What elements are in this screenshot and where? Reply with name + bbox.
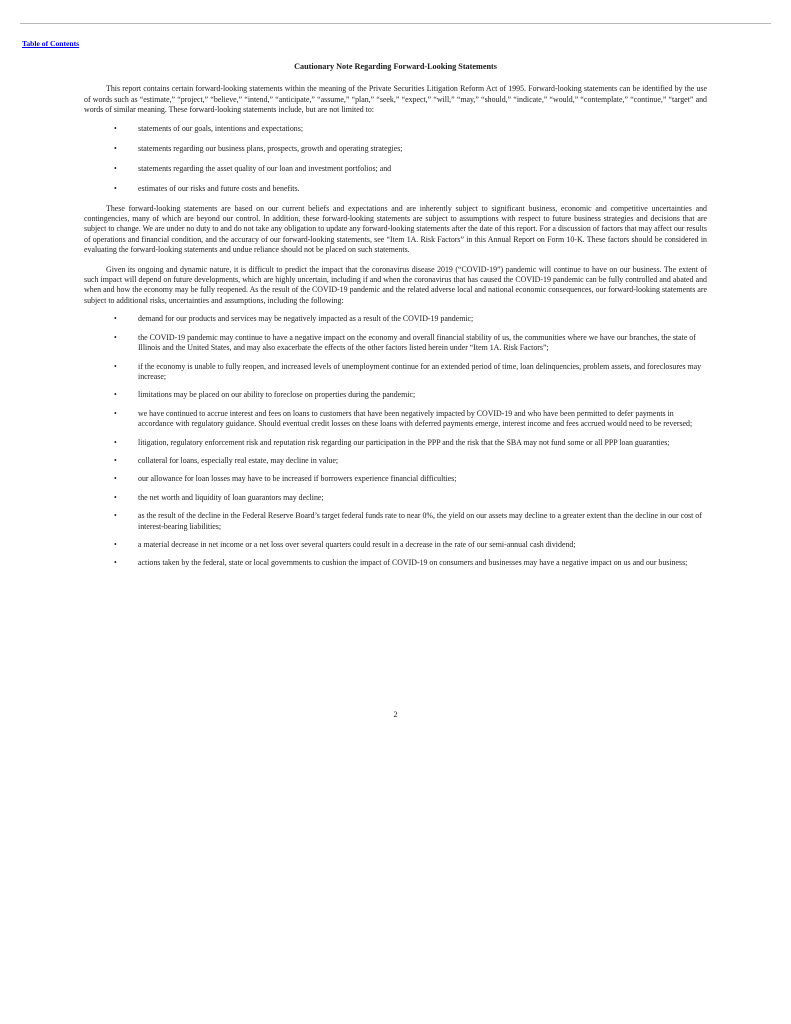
list-item — [84, 184, 707, 194]
bullet-icon: • — [114, 437, 117, 447]
bullet-icon: • — [114, 183, 117, 193]
list-item-text: statements of our goals, intentions and expectations; — [138, 123, 304, 133]
document-body — [84, 62, 707, 577]
page-number: 2 — [393, 710, 398, 719]
list-item-text: if the economy is unable to fully reopen, and increased levels of unemployment continue for an extended period of time, loan delinquencies, problem assets, and foreclosures may increase; — [138, 361, 702, 381]
top-divider — [20, 23, 771, 24]
bullet-icon: • — [114, 143, 117, 153]
list-item-text: the COVID-19 pandemic may continue to have a negative impact on the economy and overall financial stability of us, the communities where we have our branches, the state of Illinois and the United States, and may also exacerbate the effects of the other factors listed herein under “Item 1A. Risk Factors”; — [138, 332, 696, 353]
bullet-icon: • — [114, 408, 117, 418]
list-item-text: estimates of our risks and future costs and benefits. — [138, 183, 300, 193]
list-item — [84, 362, 707, 383]
bullet-icon: • — [114, 539, 117, 549]
list-item — [84, 314, 707, 324]
bullet-icon: • — [114, 492, 117, 502]
bullet-icon: • — [114, 163, 117, 173]
list-item — [84, 164, 707, 174]
list-item — [84, 456, 707, 466]
bullet-icon: • — [114, 558, 117, 568]
list-item-text: our allowance for loan losses may have to be increased if borrowers experience financial difficulties; — [138, 474, 457, 484]
list-item-text: demand for our products and services may be negatively impacted as a result of the COVID-19 pandemic; — [138, 314, 474, 324]
beliefs-paragraph: These forward-looking statements are based on our current beliefs and expectations and are inherently subject to significant business, economic and competitive uncertainties and contingencies, many of which are beyond our control. In addition, these forward-looking statements are subject to assumptions with respect to future business strategies and decisions that are subject to change. We are under no duty to and do not take any obligation to update any forward-looking statements after the date of this report. For a discussion of factors that may affect our results of operations and financial condition, and the accuracy of our forward-looking statements, see “Item 1A. Risk Factors” in this Annual Report on Form 10-K. These factors should be considered in evaluating the forward-looking statements and undue reliance should not be placed on such statements. — [84, 203, 707, 255]
list-item-text: we have continued to accrue interest and fees on loans to customers that have been negatively impacted by COVID-19 and who have been permitted to defer payments in accordance with regulatory guidance. Should eventual credit losses on these loans with deferred payments emerge, interest income and fees accrued would need to be reversed; — [138, 408, 693, 429]
list-item — [84, 409, 707, 430]
covid-paragraph: Given its ongoing and dynamic nature, it is difficult to predict the impact that the coronavirus disease 2019 (“COVID-19”) pandemic will continue to have on our business. The extent of such impact will depend on future developments, which are highly uncertain, including if and when the coronavirus that has caused the COVID-19 pandemic can be fully controlled and abated and when and how the economy may be fully reopened. As the result of the COVID-19 pandemic and the related adverse local and national economic consequences, our forward-looking statements are subject to additional risks, uncertainties and assumptions, including the following: — [84, 264, 707, 305]
list-item — [84, 493, 707, 503]
list-item — [84, 558, 707, 568]
list-item-text: as the result of the decline in the Federal Reserve Board’s target federal funds rate to near 0%, the yield on our assets may decline to a greater extent than the decline in our cost of interest-bearing liabilities; — [138, 511, 702, 531]
bullet-icon: • — [114, 123, 117, 133]
forward-looking-list — [84, 124, 707, 194]
bullet-icon: • — [114, 332, 117, 342]
covid-risk-list — [84, 314, 707, 569]
table-of-contents-link[interactable]: Table of Contents — [22, 39, 80, 48]
list-item — [84, 390, 707, 400]
list-item — [84, 124, 707, 134]
bullet-icon: • — [114, 455, 117, 465]
intro-paragraph: This report contains certain forward-looking statements within the meaning of the Private Securities Litigation Reform Act of 1995. Forward-looking statements can be identified by the use of words such as “estimate,” “project,” “believe,” “intend,” “anticipate,” “assume,” “plan,” “seek,” “expect,” “will,” “may,” “should,” “indicate,” “would,” “contemplate,” “continue,” “target” and words of similar meaning. These forward-looking statements include, but are not limited to: — [84, 84, 707, 115]
list-item — [84, 438, 707, 448]
list-item-text: the net worth and liquidity of loan guarantors may decline; — [138, 492, 324, 502]
bullet-icon: • — [114, 390, 117, 400]
list-item-text: collateral for loans, especially real estate, may decline in value; — [138, 455, 339, 465]
list-item — [84, 144, 707, 154]
list-item-text: statements regarding the asset quality of our loan and investment portfolios; and — [138, 163, 392, 173]
list-item-text: statements regarding our business plans, prospects, growth and operating strategies; — [138, 143, 403, 153]
list-item-text: a material decrease in net income or a net loss over several quarters could result in a decrease in the rate of our semi-annual cash dividend; — [138, 539, 576, 549]
bullet-icon: • — [114, 314, 117, 324]
section-heading: Cautionary Note Regarding Forward-Looking Statements — [294, 62, 497, 71]
bullet-icon: • — [114, 474, 117, 484]
list-item — [84, 511, 707, 532]
bullet-icon: • — [114, 511, 117, 521]
list-item — [84, 474, 707, 484]
list-item — [84, 333, 707, 354]
list-item — [84, 540, 707, 550]
list-item-text: actions taken by the federal, state or local governments to cushion the impact of COVID-19 on consumers and businesses may have a negative impact on us and our business; — [138, 558, 688, 568]
bullet-icon: • — [114, 361, 117, 371]
list-item-text: limitations may be placed on our ability to foreclose on properties during the pandemic; — [138, 390, 416, 400]
list-item-text: litigation, regulatory enforcement risk and reputation risk regarding our participation in the PPP and the risk that the SBA may not fund some or all PPP loan guaranties; — [138, 437, 670, 447]
